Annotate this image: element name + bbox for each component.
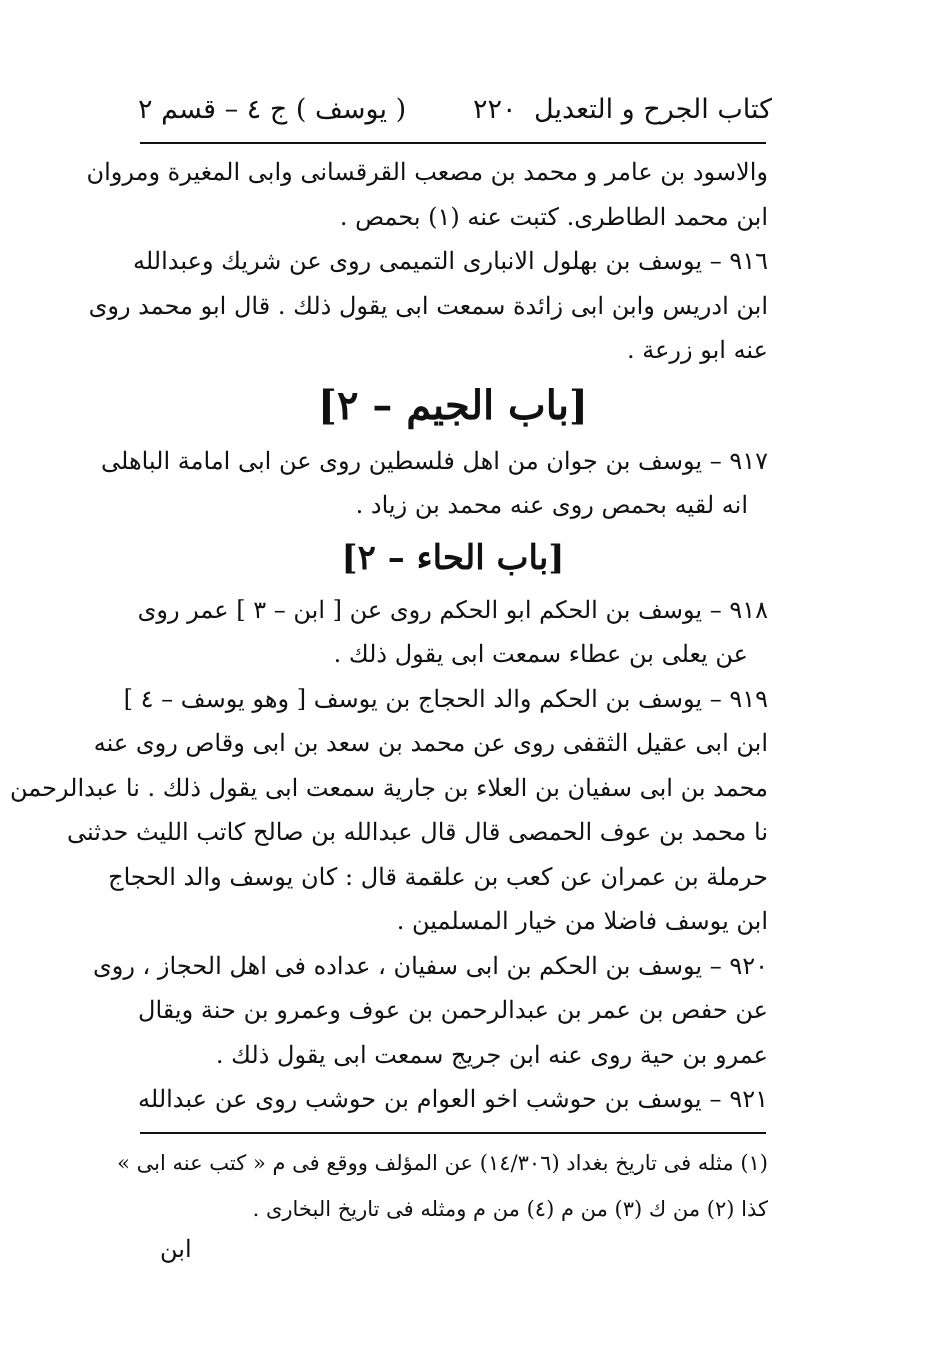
text-line: ابن محمد الطاطرى. كتبت عنه (١) بحمص . xyxy=(339,202,768,231)
entry-920: ٩٢٠ – يوسف بن الحكم بن ابى سفيان ، عداده فى اهل الحجاز ، روى xyxy=(92,951,768,980)
volume-label: ( يوسف ) ج ٤ – قسم ٢ xyxy=(138,94,407,125)
text-line: انه لقيه بحمص روى عنه محمد بن زياد . xyxy=(355,491,748,519)
footnote-line: كذا (٢) من ك (٣) من م (٤) من م ومثله فى تاريخ البخارى . xyxy=(252,1197,768,1221)
footnote-rule xyxy=(140,1132,766,1134)
entry-919: ٩١٩ – يوسف بن الحكم والد الحجاج بن يوسف [ وهو يوسف – ٤ ] xyxy=(123,684,768,713)
entry-917: ٩١٧ – يوسف بن جوان من اهل فلسطين روى عن ابى امامة الباهلى xyxy=(101,446,768,475)
catchword: ابن xyxy=(160,1235,192,1263)
text-line: عنه ابو زرعة . xyxy=(626,336,768,364)
header-rule xyxy=(140,142,766,144)
entry-916: ٩١٦ – يوسف بن بهلول الانبارى التميمى روى عن شريك وعبدالله xyxy=(132,247,768,275)
footnotes xyxy=(117,1140,768,1232)
book-title: كتاب الجرح و التعديل xyxy=(534,94,772,125)
running-header xyxy=(138,88,772,132)
text-line: عن يعلى بن عطاء سمعت ابى يقول ذلك . xyxy=(333,640,748,668)
page-number: ٢٢٠ xyxy=(473,94,517,125)
main-text xyxy=(9,150,768,1122)
text-line: ابن ابى عقيل الثقفى روى عن محمد بن سعد بن ابى وقاص روى عنه xyxy=(93,729,768,757)
text-line: ابن ادريس وابن ابى زائدة سمعت ابى يقول ذلك . قال ابو محمد روى xyxy=(88,291,768,320)
footnote-line: (١) مثله فى تاريخ بغداد (١٤/٣٠٦) عن المؤلف ووقع فى م « كتب عنه ابى » xyxy=(117,1151,768,1175)
section-heading-ha: [باب الحاء – ٢] xyxy=(341,537,565,578)
text-line: والاسود بن عامر و محمد بن مصعب القرقسانى وابى المغيرة ومروان xyxy=(86,158,768,186)
text-line: محمد بن ابى سفيان بن العلاء بن جارية سمعت ابى يقول ذلك . نا عبدالرحمن xyxy=(9,773,768,802)
text-line: نا محمد بن عوف الحمصى قال قال عبدالله بن صالح كاتب الليث حدثنى xyxy=(67,818,768,846)
section-heading-jim: [باب الجيم – ٢] xyxy=(318,381,588,429)
entry-918: ٩١٨ – يوسف بن الحكم ابو الحكم روى عن [ ابن – ٣ ] عمر روى xyxy=(137,595,768,624)
text-line: عمرو بن حية روى عنه ابن جريج سمعت ابى يقول ذلك . xyxy=(215,1040,768,1069)
text-line: حرملة بن عمران عن كعب بن علقمة قال : كان يوسف والد الحجاج xyxy=(108,862,768,891)
text-line: عن حفص بن عمر بن عبدالرحمن بن عوف وعمرو بن حنة ويقال xyxy=(138,996,768,1024)
text-line: ابن يوسف فاضلا من خيار المسلمين . xyxy=(396,907,768,935)
entry-921: ٩٢١ – يوسف بن حوشب اخو العوام بن حوشب روى عن عبدالله xyxy=(138,1085,768,1113)
